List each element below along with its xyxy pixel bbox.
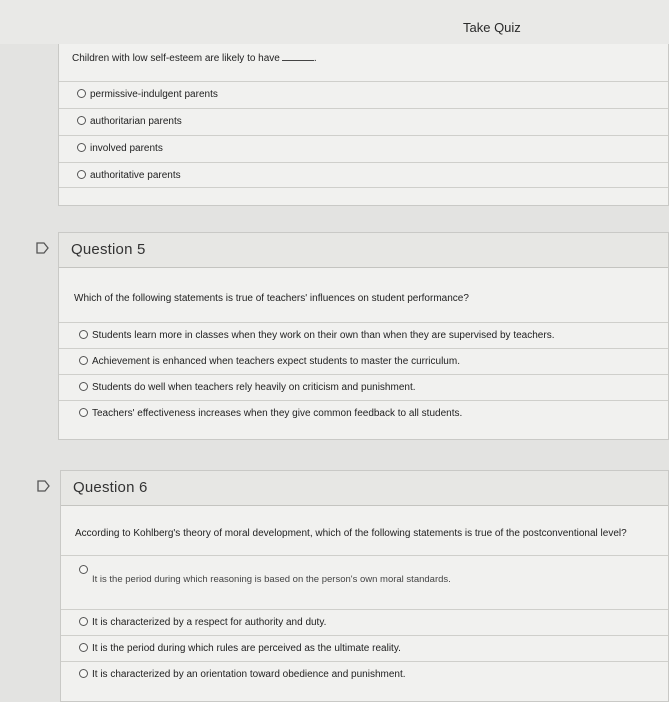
question-6-card [60, 470, 669, 702]
q5-option-2[interactable] [59, 348, 668, 374]
option-label: Teachers' effectiveness increases when they give common feedback to all students. [92, 408, 463, 419]
top-bar [0, 0, 669, 44]
question-5-header [59, 233, 668, 268]
question-5-text: Which of the following statements is true of teachers' influences on student performance? [74, 293, 469, 304]
option-label: authoritative parents [90, 170, 181, 181]
option-label: It is the period during which reasoning is based on the person's own moral standards. [92, 574, 451, 585]
radio-button[interactable] [77, 170, 86, 179]
question-5-card [58, 232, 669, 440]
radio-button[interactable] [79, 356, 88, 365]
q4-option-1[interactable] [59, 81, 668, 107]
q6-option-2[interactable] [61, 609, 668, 635]
q4-option-4[interactable] [59, 162, 668, 188]
question-4-text: Children with low self-esteem are likely to have . [72, 53, 317, 64]
question-title: Question 5 [71, 241, 146, 258]
radio-button[interactable] [79, 669, 88, 678]
radio-button[interactable] [79, 643, 88, 652]
radio-button[interactable] [79, 565, 88, 574]
option-label: permissive-indulgent parents [90, 89, 218, 100]
q5-option-4[interactable] [59, 400, 668, 426]
flag-icon[interactable] [36, 242, 50, 254]
question-6-text: According to Kohlberg's theory of moral development, which of the following statements is true of the postconventional level? [75, 528, 627, 539]
question-4-card [58, 44, 669, 206]
question-6-header [61, 471, 668, 506]
option-label: It is the period during which rules are perceived as the ultimate reality. [92, 643, 401, 654]
q4-option-2[interactable] [59, 108, 668, 134]
radio-button[interactable] [79, 382, 88, 391]
radio-button[interactable] [77, 143, 86, 152]
page-title: Take Quiz [463, 20, 521, 35]
radio-button[interactable] [79, 617, 88, 626]
q5-option-1[interactable] [59, 322, 668, 348]
q5-option-3[interactable] [59, 374, 668, 400]
radio-button[interactable] [79, 330, 88, 339]
q4-option-3[interactable] [59, 135, 668, 161]
option-label: authoritarian parents [90, 116, 182, 127]
option-label: Students learn more in classes when they work on their own than when they are supervised by teachers. [92, 330, 555, 341]
q6-option-1[interactable] [61, 555, 668, 609]
q6-option-3[interactable] [61, 635, 668, 661]
radio-button[interactable] [79, 408, 88, 417]
radio-button[interactable] [77, 89, 86, 98]
option-label: Achievement is enhanced when teachers expect students to master the curriculum. [92, 356, 460, 367]
option-label: involved parents [90, 143, 163, 154]
q6-option-4[interactable] [61, 661, 668, 687]
option-label: Students do well when teachers rely heavily on criticism and punishment. [92, 382, 416, 393]
option-label: It is characterized by a respect for authority and duty. [92, 617, 327, 628]
answer-blank [282, 51, 314, 61]
option-label: It is characterized by an orientation toward obedience and punishment. [92, 669, 406, 680]
question-title: Question 6 [73, 479, 148, 496]
flag-icon[interactable] [37, 480, 51, 492]
radio-button[interactable] [77, 116, 86, 125]
